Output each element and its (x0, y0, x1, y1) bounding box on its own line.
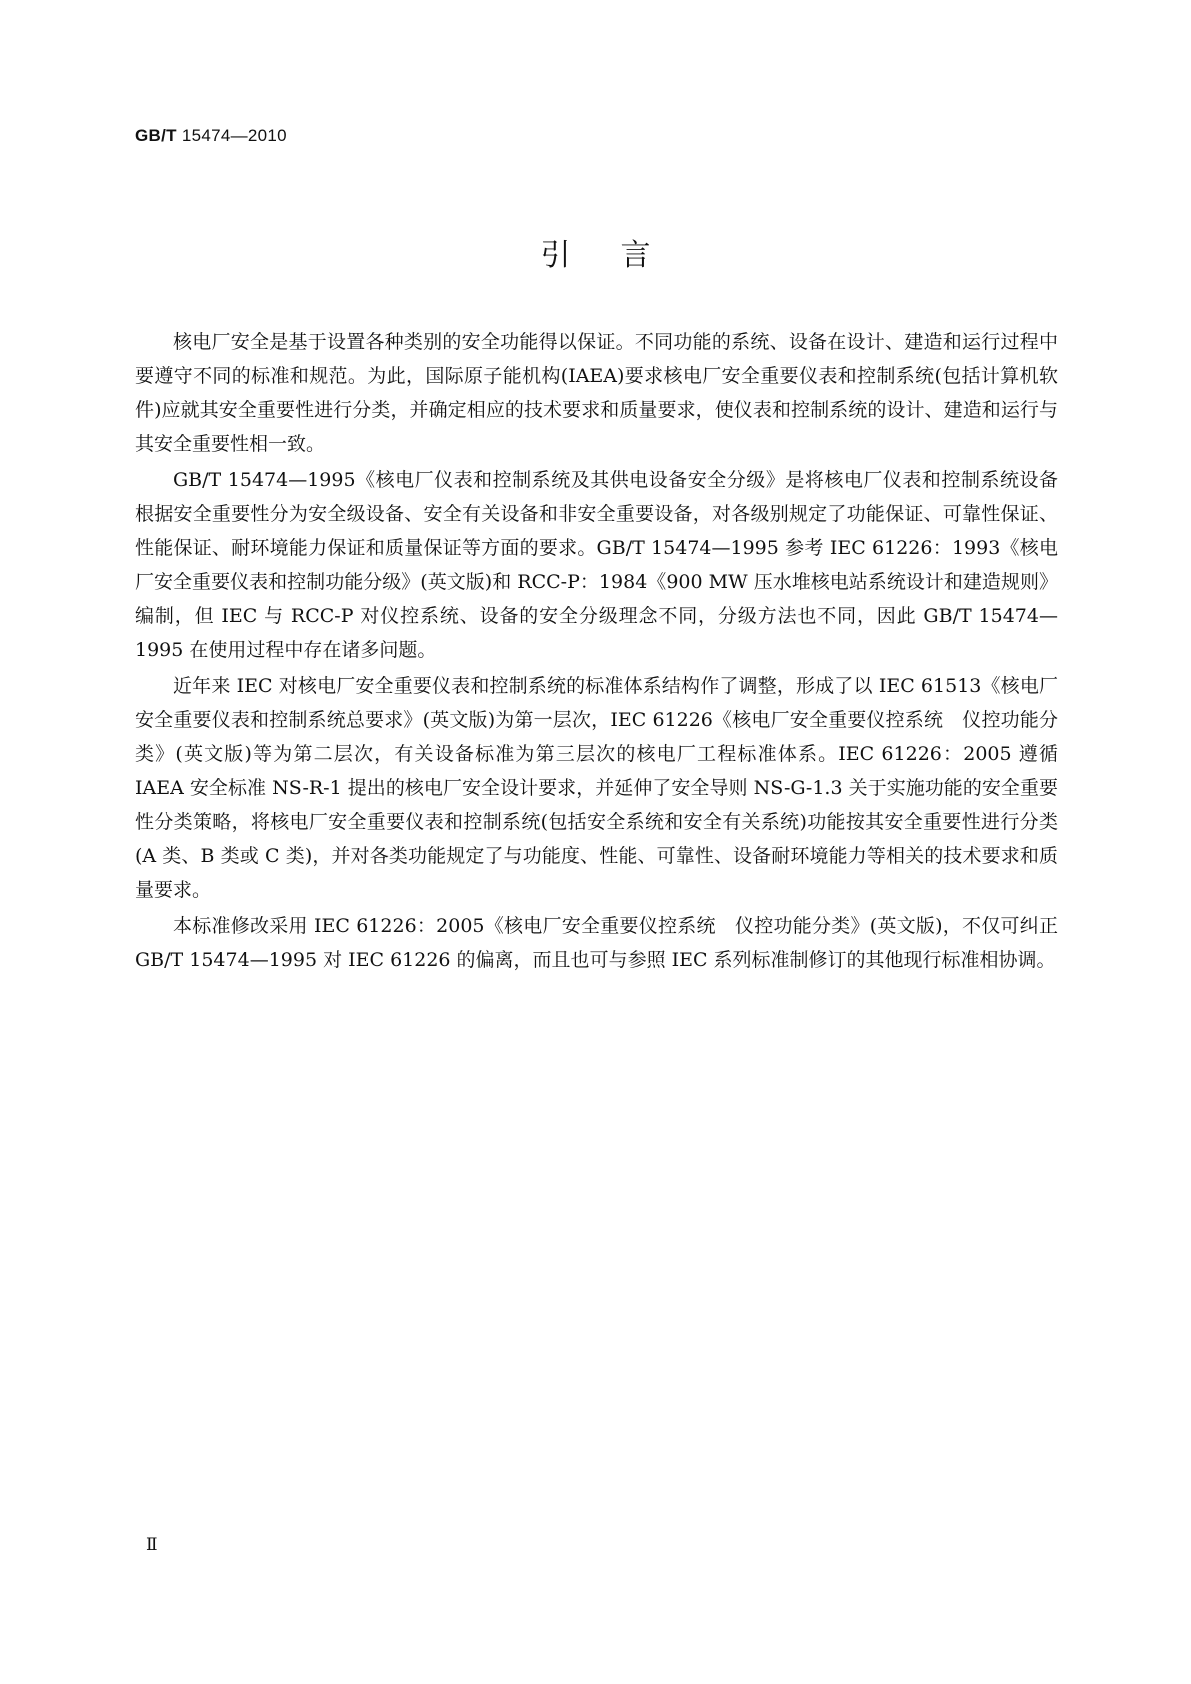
document-code (135, 126, 287, 146)
document-code-prefix: GB/T (135, 126, 177, 145)
page-title: 引言 (540, 238, 701, 273)
introduction-body (135, 325, 1058, 979)
document-code-number: 15474—2010 (181, 126, 287, 145)
paragraph-1: 核电厂安全是基于设置各种类别的安全功能得以保证。不同功能的系统、设备在设计、建造和运行过程中要遵守不同的标准和规范。为此，国际原子能机构(IAEA)要求核电厂安全重要仪表和控制系统(包括计算机软件)应就其安全重要性进行分类，并确定相应的技术要求和质量要求，使仪表和控制系统的设计、建造和运行与其安全重要性相一致。 (135, 331, 1058, 455)
paragraph-3: 近年来 IEC 对核电厂安全重要仪表和控制系统的标准体系结构作了调整，形成了以 IEC 61513《核电厂安全重要仪表和控制系统总要求》(英文版)为第一层次，IEC 61226《核电厂安全重要仪控系统 仪控功能分类》(英文版)等为第二层次，有关设备标准为第三层次的核电厂工程标准体系。IEC 61226：2005 遵循 IAEA 安全标准 NS-R-1 提出的核电厂安全设计要求，并延伸了安全导则 NS-G-1.3 关于实施功能的安全重要性分类策略，将核电厂安全重要仪表和控制系统(包括安全系统和安全有关系统)功能按其安全重要性进行分类(A 类、B 类或 C 类)，并对各类功能规定了与功能度、性能、可靠性、设备耐环境能力等相关的技术要求和质量要求。 (135, 675, 1058, 901)
paragraph-4: 本标准修改采用 IEC 61226：2005《核电厂安全重要仪控系统 仪控功能分类》(英文版)，不仅可纠正 GB/T 15474—1995 对 IEC 61226 的偏离，而且也可与参照 IEC 系列标准制修订的其他现行标准相协调。 (135, 915, 1058, 971)
paragraph-2: GB/T 15474—1995《核电厂仪表和控制系统及其供电设备安全分级》是将核电厂仪表和控制系统设备根据安全重要性分为安全级设备、安全有关设备和非安全重要设备，对各级别规定了功能保证、可靠性保证、性能保证、耐环境能力保证和质量保证等方面的要求。GB/T 15474—1995 参考 IEC 61226：1993《核电厂安全重要仪表和控制功能分级》(英文版)和 RCC-P：1984《900 MW 压水堆核电站系统设计和建造规则》编制，但 IEC 与 RCC-P 对仪控系统、设备的安全分级理念不同，分级方法也不同，因此 GB/T 15474—1995 在使用过程中存在诸多问题。 (135, 469, 1058, 661)
page-number: Ⅱ (146, 1535, 158, 1554)
